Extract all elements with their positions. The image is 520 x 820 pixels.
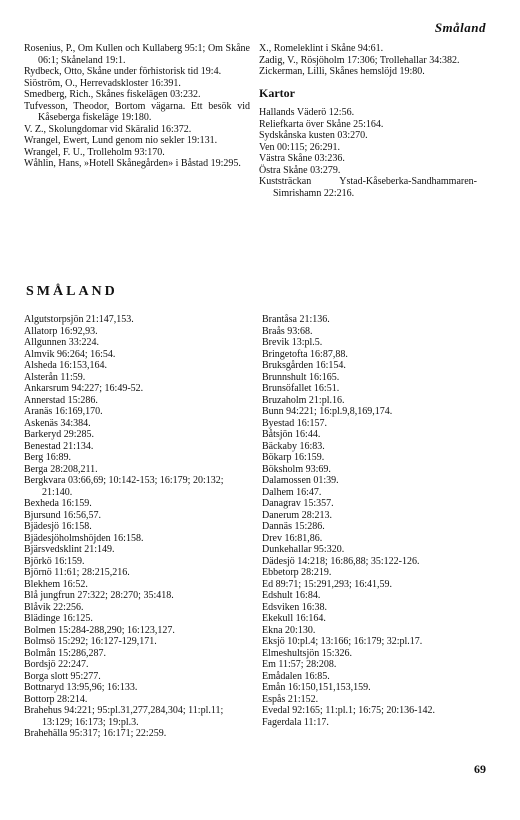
bibliography-entry: Wrangel, Ewert, Lund genom nio sekler 19:131. [24, 135, 218, 146]
place-entry: Algutstorpsjön 21:147,153. [24, 314, 134, 325]
place-entry: Barkeryd 29:285. [24, 429, 94, 440]
place-entry: Edshult 16:84. [262, 590, 321, 601]
place-entry: Brantåsa 21:136. [262, 314, 330, 325]
place-entry: Brahehälla 95:317; 16:171; 22:259. [24, 728, 167, 739]
place-entry: Bjädesjö 16:158. [24, 521, 92, 532]
bibliography-entry: Tufvesson, Theodor, Bortom vägarna. Ett besök vid Kåseberga fiskeläge 19:180. [24, 100, 250, 123]
place-entry: Bjärsvedsklint 21:149. [24, 544, 115, 555]
bibliography-entry: Rosenius, P., Om Kullen och Kullaberg 95:1; Om Skåne 06:1; Skåneland 19:1. [24, 43, 250, 66]
place-entry: Björkö 16:159. [24, 555, 85, 567]
place-entry: Dunkehallar 95:320. [262, 544, 345, 555]
place-entry: Bäckaby 16:83. [262, 440, 325, 452]
place-entry: Evedal 92:165; 11:pl.1; 16:75; 20:136-142. [262, 705, 435, 716]
place-entry: Bergkvara 03:66,69; 10:142-153; 16:179; 20:132; 21:140. [24, 475, 224, 498]
bibliography-entry: Smedberg, Rich., Skånes fiskelägen 03:232. [24, 89, 201, 100]
place-entry: Espås 21:152. [262, 693, 319, 705]
place-entry: Bottorp 28:214. [24, 693, 88, 705]
map-entry: Östra Skåne 03:279. [259, 164, 341, 176]
place-entry: Annerstad 15:286. [24, 394, 98, 406]
place-entry: Bjursund 16:56,57. [24, 509, 101, 521]
bibliography-entry: X., Romeleklint i Skåne 94:61. [259, 43, 384, 54]
place-entry: Allatorp 16:92,93. [24, 325, 98, 337]
place-entry: Bolmån 15:286,287. [24, 647, 106, 659]
place-entry: Ed 89:71; 15:291,293; 16:41,59. [262, 578, 392, 590]
bibliography-entry: Wrangel, F. U., Trolleholm 93:170. [24, 146, 165, 158]
place-entry: Allgunnen 33:224. [24, 337, 99, 348]
place-entry: Blekhem 16:52. [24, 578, 88, 590]
kartor-heading: Kartor [259, 85, 295, 100]
author-list-right-items [259, 43, 477, 78]
place-index-right [262, 314, 482, 728]
place-entry: Bolmsö 15:292; 16:127-129,171. [24, 636, 157, 647]
page-number: 69 [474, 762, 486, 776]
place-entry: Berg 16:89. [24, 452, 72, 463]
running-header: Småland [434, 20, 486, 35]
place-entry: Brunnshult 16:165. [262, 371, 340, 383]
map-entry: Hallands Väderö 12:56. [259, 107, 355, 118]
place-entry: Bruksgården 16:154. [262, 360, 346, 371]
map-entry: Västra Skåne 03:236. [259, 153, 345, 164]
place-entry: Bordsjö 22:247. [24, 659, 89, 670]
map-entry: Ven 00:115; 26:291. [259, 141, 341, 153]
place-entry: Böksholm 93:69. [262, 463, 331, 475]
place-index-left [24, 314, 252, 740]
place-entry: Björnö 11:61; 28:215,216. [24, 567, 130, 578]
place-entry: Askenäs 34:384. [24, 417, 91, 429]
bibliography-entry: Rydbeck, Otto, Skåne under förhistorisk tid 19:4. [24, 66, 222, 77]
section-title-smaland: SMÅLAND [26, 284, 118, 299]
place-entry: Båtsjön 16:44. [262, 429, 321, 440]
place-entry: Bolmen 15:284-288,290; 16:123,127. [24, 624, 175, 636]
place-entry: Emån 16:150,151,153,159. [262, 682, 371, 693]
place-entry: Emådalen 16:85. [262, 670, 330, 682]
place-entry: Drev 16:81,86. [262, 532, 323, 544]
place-entry: Dädesjö 14:218; 16:86,88; 35:122-126. [262, 555, 420, 567]
place-entry: Aranäs 16:169,170. [24, 406, 103, 417]
place-entry: Eksjö 10:pl.4; 13:166; 16:179; 32:pl.17. [262, 636, 423, 647]
place-entry: Brahehus 94:221; 95:pl.31,277,284,304; 11:pl.11; 13:129; 16:173; 19:pl.3. [24, 705, 224, 728]
bibliography-entry: Siöström, O., Herrevadskloster 16:391. [24, 77, 181, 89]
place-entry: Alsterån 11:59. [24, 371, 86, 383]
place-entry: Berga 28:208,211. [24, 463, 98, 475]
map-entry: Sydskånska kusten 03:270. [259, 130, 368, 141]
place-entry: Elmeshultsjön 15:326. [262, 647, 352, 659]
place-entry: Ankarsrum 94:227; 16:49-52. [24, 383, 144, 394]
bibliography-entry: Zadig, V., Rösjöholm 17:306; Trollehallar 34:382. [259, 54, 460, 66]
place-entry: Bruzaholm 21:pl.16. [262, 394, 345, 406]
place-entry: Alsheda 16:153,164. [24, 360, 108, 371]
author-list-left [24, 43, 250, 170]
place-entry: Bexheda 16:159. [24, 498, 92, 509]
place-entry: Benestad 21:134. [24, 440, 94, 452]
bibliography-entry: Zickerman, Lilli, Skånes hemslöjd 19:80. [259, 66, 425, 77]
bibliography-entry: Wåhlin, Hans, »Hotell Skånegården» i Båstad 19:295. [24, 158, 241, 169]
place-entry: Danagrav 15:357. [262, 498, 334, 509]
place-entry: Blå jungfrun 27:322; 28:270; 35:418. [24, 590, 174, 601]
place-entry: Fagerdala 11:17. [262, 716, 329, 728]
place-entry: Bottnaryd 13:95,96; 16:133. [24, 682, 138, 693]
place-entry: Em 11:57; 28:208. [262, 659, 337, 670]
place-entry: Bunn 94:221; 16:pl.9,8,169,174. [262, 406, 393, 417]
place-entry: Ekna 20:130. [262, 624, 316, 636]
map-entry: Kuststräckan Ystad-Kåseberka-Sandhammaren-Simrishamn 22:216. [259, 176, 477, 199]
place-entry: Dannäs 15:286. [262, 521, 325, 532]
author-list-right [259, 43, 477, 199]
place-entry: Danerum 28:213. [262, 509, 332, 521]
place-entry: Brunsöfallet 16:51. [262, 383, 340, 394]
place-entry: Ekekull 16:164. [262, 613, 326, 624]
place-entry: Braås 93:68. [262, 325, 313, 337]
place-entry: Edsviken 16:38. [262, 601, 327, 613]
place-entry: Dalhem 16:47. [262, 486, 322, 498]
place-entry: Dalamossen 01:39. [262, 475, 339, 486]
place-entry: Bringetofta 16:87,88. [262, 348, 348, 360]
bibliography-entry: V. Z., Skolungdomar vid Skäralid 16:372. [24, 123, 192, 135]
place-entry: Blåvik 22:256. [24, 601, 84, 613]
place-entry: Borga slott 95:277. [24, 670, 101, 682]
place-entry: Almvik 96:264; 16:54. [24, 348, 116, 360]
place-entry: Ebbetorp 28:219. [262, 567, 332, 578]
place-entry: Bjädesjöholmshöjden 16:158. [24, 532, 144, 544]
kartor-list [259, 107, 477, 199]
place-entry: Bökarp 16:159. [262, 452, 325, 463]
map-entry: Reliefkarta över Skåne 25:164. [259, 118, 384, 130]
place-entry: Byestad 16:157. [262, 417, 327, 429]
place-entry: Brevik 13:pl.5. [262, 337, 323, 348]
place-entry: Blädinge 16:125. [24, 613, 93, 624]
